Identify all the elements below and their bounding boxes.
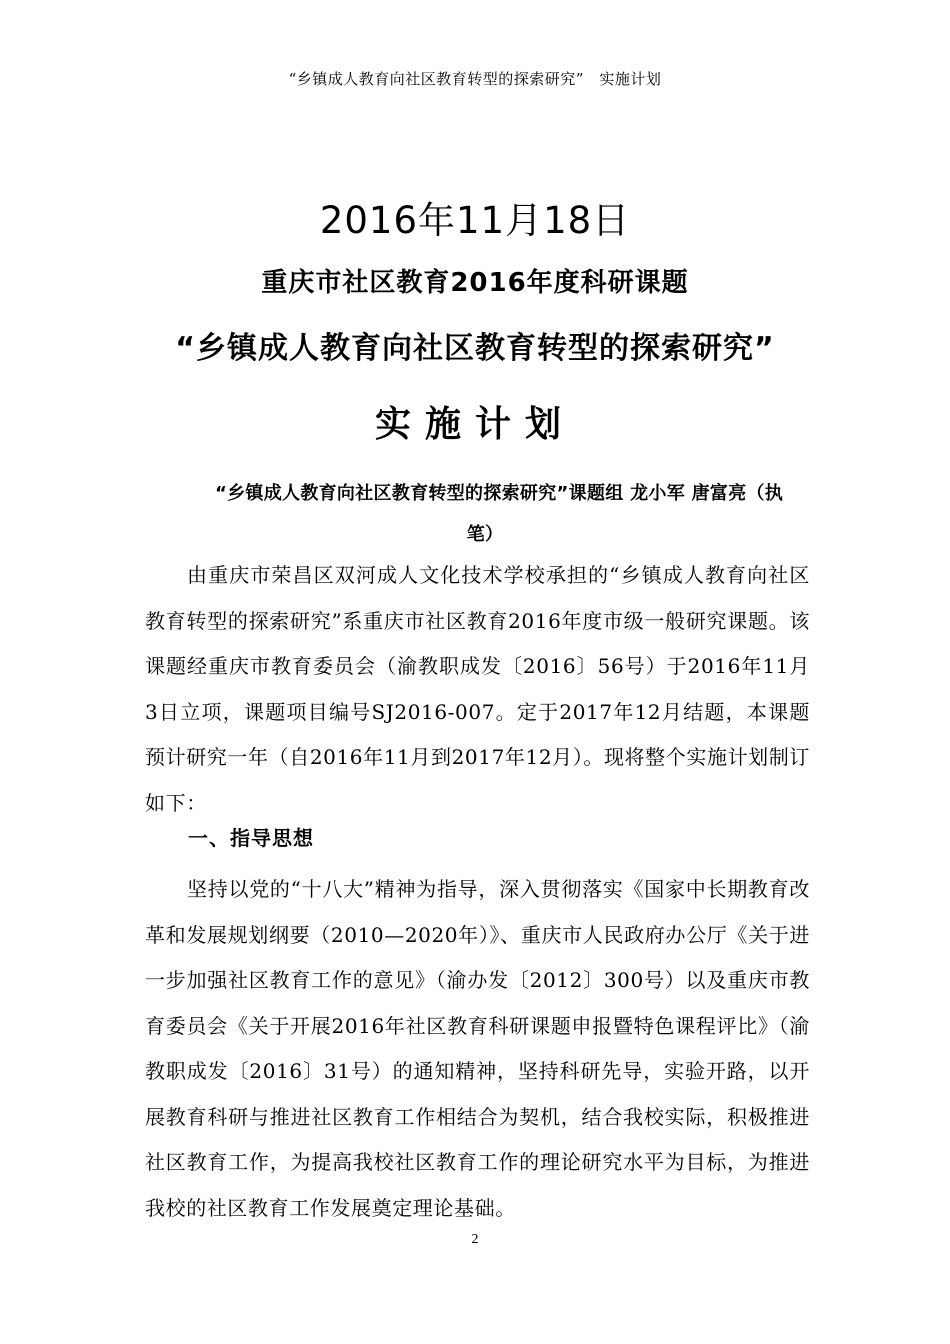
document-date: 2016年11月18日 <box>319 199 631 242</box>
header-divider <box>145 100 805 101</box>
section-heading-guiding-ideology: 一、指导思想 <box>188 826 314 850</box>
intro-paragraph: 由重庆市荣昌区双河成人文化技术学校承担的“乡镇成人教育向社区教育转型的探索研究”系重庆市社区教育2016年度市级一般研究课题。该课题经重庆市教育委员会（渝教职成发〔2016〕56号）于2016年11月3日立项，课题项目编号SJ2016-007。定于2017年12月结题，本课题预计研究一年（自2016年11月到2017年12月）。现将整个实施计划制订如下： <box>145 563 810 815</box>
page-number: 2 <box>471 1232 479 1247</box>
byline-tail: 笔） <box>466 524 504 545</box>
byline <box>145 473 825 555</box>
document-subtitle: 重庆市社区教育2016年度科研课题 <box>261 268 689 298</box>
project-title: “乡镇成人教育向社区教育转型的探索研究” <box>175 331 775 366</box>
guiding-ideology-paragraph: 坚持以党的“十八大”精神为指导，深入贯彻落实《国家中长期教育改革和发展规划纲要（2010—2020年）》、重庆市人民政府办公厅《关于进一步加强社区教育工作的意见》（渝办发〔2012〕300号）以及重庆市教育委员会《关于开展2016年社区教育科研课题申报暨特色课程评比》（渝教职成发〔2016〕31号）的通知精神，坚持科研先导，实验开路，以开展教育科研与推进社区教育工作相结合为契机，结合我校实际，积极推进社区教育工作，为提高我校社区教育工作的理论研究水平为目标，为推进我校的社区教育工作发展奠定理论基础。 <box>145 877 810 1220</box>
running-header: “乡镇成人教育向社区教育转型的探索研究” 实施计划 <box>288 70 662 88</box>
byline-text: “乡镇成人教育向社区教育转型的探索研究”课题组 龙小军 唐富亮（执 <box>215 483 784 504</box>
page-title: 实施计划 <box>374 404 575 445</box>
